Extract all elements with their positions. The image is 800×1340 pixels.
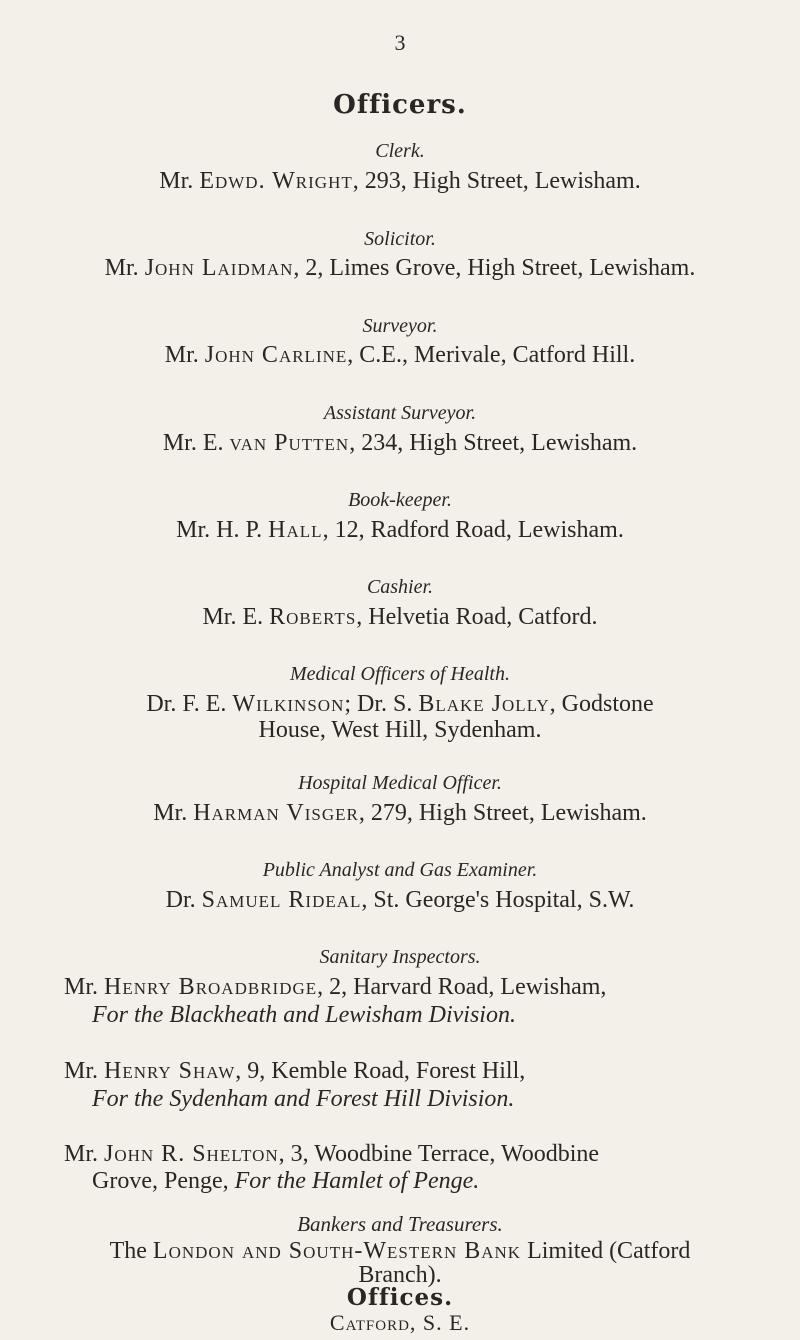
hospital-medical-officer-title: Hospital Medical Officer. [298,772,502,794]
medical-officers-title: Medical Officers of Health. [290,663,510,685]
sanitary-inspector-2-division: For the Sydenham and Forest Hill Division. [92,1086,515,1112]
page-number: 3 [394,30,406,55]
cashier-entry: Mr. E. Roberts, Helvetia Road, Catford. [202,604,598,630]
book-keeper-title: Book-keeper. [348,489,452,511]
cashier-title: Cashier. [366,576,434,598]
bankers-line-2: Branch). [358,1262,442,1288]
sanitary-inspectors-title: Sanitary Inspectors. [319,946,481,968]
solicitor-title: Solicitor. [364,228,436,250]
book-keeper-entry: Mr. H. P. Hall, 12, Radford Road, Lewisham. [176,517,624,543]
sanitary-inspector-3: Mr. John R. Shelton, 3, Woodbine Terrace, Woodbine [64,1141,600,1167]
offices-address: Catford, S. E. [329,1310,471,1335]
solicitor-entry: Mr. John Laidman, 2, Limes Grove, High Street, Lewisham. [104,255,696,281]
bankers-title: Bankers and Treasurers. [297,1212,503,1236]
assistant-surveyor-entry: Mr. E. van Putten, 234, High Street, Lewisham. [162,430,638,456]
surveyor-title: Surveyor. [362,315,438,337]
heading-offices: Offices. [346,1284,454,1311]
sanitary-inspector-1: Mr. Henry Broadbridge, 2, Harvard Road, Lewisham, [64,974,607,1000]
medical-officers-line-2: House, West Hill, Sydenham. [258,717,542,743]
heading-officers: Officers. [333,90,467,120]
assistant-surveyor-title: Assistant Surveyor. [323,402,477,424]
hospital-medical-officer-entry: Mr. Harman Visger, 279, High Street, Lewisham. [153,800,647,826]
public-analyst-entry: Dr. Samuel Rideal, St. George's Hospital, S.W. [165,887,635,913]
public-analyst-title: Public Analyst and Gas Examiner. [262,859,538,881]
surveyor-entry: Mr. John Carline, C.E., Merivale, Catford Hill. [164,342,636,368]
clerk-title: Clerk. [375,140,425,162]
sanitary-inspector-2: Mr. Henry Shaw, 9, Kemble Road, Forest Hill, [64,1058,526,1084]
sanitary-inspector-1-division: For the Blackheath and Lewisham Division. [92,1002,516,1028]
sanitary-inspector-3-line-2: Grove, Penge, For the Hamlet of Penge. [92,1168,480,1194]
bankers-line-1: The London and South-Western Bank Limited (Catford [109,1238,691,1264]
medical-officers-line-1: Dr. F. E. Wilkinson; Dr. S. Blake Jolly, Godstone [146,691,654,717]
clerk-entry: Mr. Edwd. Wright, 293, High Street, Lewisham. [159,168,641,194]
